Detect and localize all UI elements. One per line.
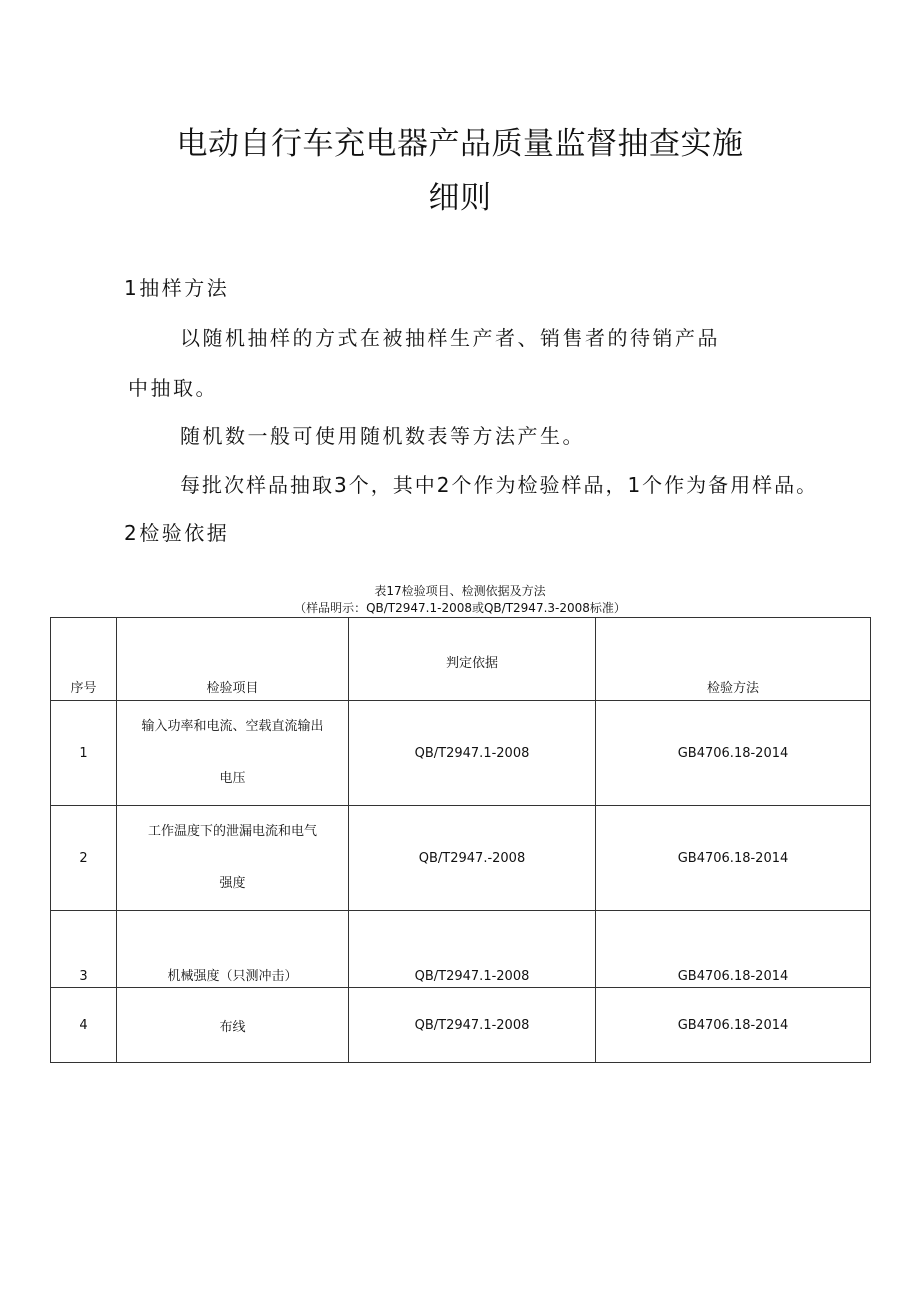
header-cell-no: 序号 [51,618,117,701]
row-number: 1 [51,701,117,806]
row-item: 工作温度下的泄漏电流和电气 强度 [117,806,349,911]
table-subcaption: （样品明示：QB/T2947.1-2008或QB/T2947.3-2008标准） [294,601,626,615]
section1-heading: 1抽样方法 [124,276,230,300]
table-row [51,911,871,988]
row-number: 2 [51,806,117,911]
section2-heading: 2检验依据 [124,521,230,545]
row-number: 4 [51,988,117,1063]
row-basis: QB/T2947.-2008 [349,806,596,911]
document-title-line1: 电动自行车充电器产品质量监督抽查实施 [176,126,744,162]
header-cell-method: 检验方法 [596,618,871,701]
document-title-line2: 细则 [428,180,492,216]
header-cell-basis: 判定依据 [349,618,596,701]
header-cell-item: 检验项目 [117,618,349,701]
section1-paragraph3: 每批次样品抽取3个，其中2个作为检验样品，1个作为备用样品。 [180,473,819,497]
row-basis: QB/T2947.1-2008 [349,701,596,806]
row-number: 3 [51,911,117,988]
section1-paragraph1-line1: 以随机抽样的方式在被抽样生产者、销售者的待销产品 [180,326,720,350]
table-header-row [51,618,871,701]
section1-paragraph2: 随机数一般可使用随机数表等方法产生。 [180,424,585,448]
table-row [51,806,871,911]
row-item: 布线 [117,988,349,1063]
row-method: GB4706.18-2014 [596,988,871,1063]
table-row [51,701,871,806]
table-row [51,988,871,1063]
row-item: 机械强度（只测冲击） [117,911,349,988]
table-caption: 表17检验项目、检测依据及方法 [374,584,546,598]
row-basis: QB/T2947.1-2008 [349,911,596,988]
row-method: GB4706.18-2014 [596,911,871,988]
row-method: GB4706.18-2014 [596,806,871,911]
row-basis: QB/T2947.1-2008 [349,988,596,1063]
section1-paragraph1-line2: 中抽取。 [128,376,218,400]
inspection-table [50,617,871,1063]
row-method: GB4706.18-2014 [596,701,871,806]
row-item: 输入功率和电流、空载直流输出 电压 [117,701,349,806]
